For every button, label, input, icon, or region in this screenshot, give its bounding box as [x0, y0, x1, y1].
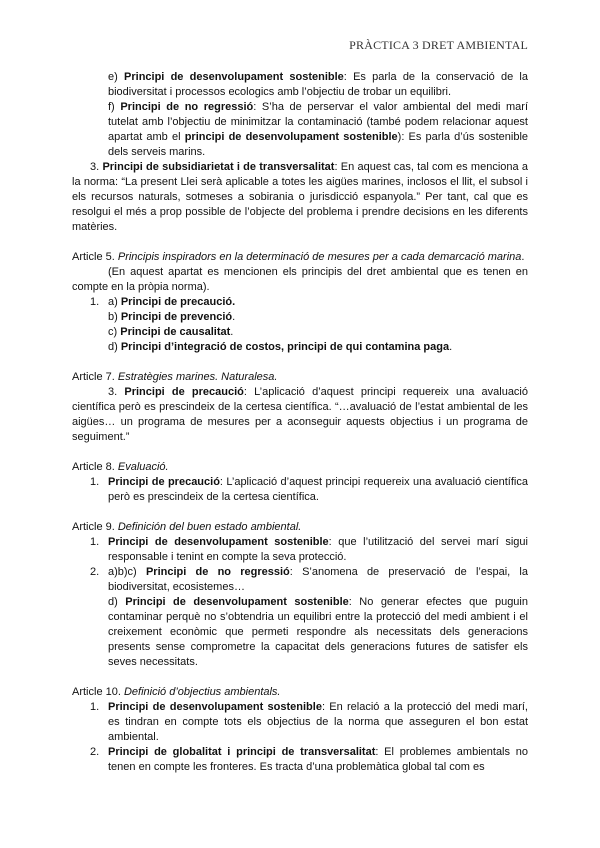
b-end: .	[232, 311, 236, 323]
article-5-suffix: .	[521, 251, 525, 263]
article-9-prefix: Article 9.	[72, 521, 118, 533]
article-5-title: Principis inspiradors en la determinació de mesures per a cada demarcació marina	[117, 251, 522, 263]
article-9-num-1: 1.	[90, 536, 100, 548]
item-e	[72, 70, 528, 100]
article-9-title: Definición del buen estado ambiental.	[117, 521, 302, 533]
c-label: c)	[108, 326, 121, 338]
article-9-text-1: : que l’utilització del servei marí sigui responsable i tenint en compte la seva protecció.	[108, 536, 528, 563]
article-8-bold: Principi de precaució	[108, 476, 220, 488]
article-9-item-1	[72, 535, 528, 565]
article-7-bold: Principi de precaució	[124, 386, 244, 398]
document-body	[72, 70, 528, 775]
item-f-label: f)	[108, 101, 121, 113]
a-bold: Principi de precaució.	[120, 296, 236, 308]
article-5-intro: (En aquest apartat es mencionen els principis del dret ambiental que es tenen en compte en la pròpia norma).	[72, 266, 528, 293]
article-7-item	[72, 385, 528, 445]
article-10-text-2: : El problemes ambientals no tenen en compte les fronteres. Es tracta d’una problemàtica global tal com es	[108, 746, 528, 773]
item-e-bold: Principi de desenvolupament sostenible	[124, 71, 344, 83]
article-10-text-1: : En relació a la protecció del medi marí, es tindran en compte tots els objectius de la norma que asseguren el bon estat ambiental.	[108, 701, 528, 743]
b-label: b)	[108, 311, 121, 323]
item-3-bold: Principi de subsidiarietat i de transversalitat	[102, 161, 335, 173]
article-10-num-1: 1.	[90, 701, 100, 713]
article-9-d-label: d)	[108, 596, 126, 608]
article-9-label-2: a)b)c)	[108, 566, 146, 578]
article-9-item-d	[72, 595, 528, 670]
d-bold: Principi d’integració de costos, principi de qui contamina paga	[120, 341, 450, 353]
article-10-item-2	[72, 745, 528, 775]
item-f-text2: ): Es parla d’ús sostenible dels serveis marins.	[108, 131, 529, 158]
article-7-prefix: Article 7.	[72, 371, 118, 383]
item-e-label: e)	[108, 71, 125, 83]
article-8-num: 1.	[90, 476, 100, 488]
page-header: PRÀCTICA 3 DRET AMBIENTAL	[349, 38, 528, 52]
item-3	[72, 160, 528, 235]
article-5-heading	[72, 250, 528, 265]
article-9-d-bold: Principi de desenvolupament sostenible	[125, 596, 349, 608]
item-e-text: : Es parla de la conservació de la biodiversitat i processos ecologics amb l’objectiu de trobar un equilibri.	[108, 71, 528, 98]
article-8-title: Evaluació.	[117, 461, 169, 473]
article-8-heading	[72, 460, 528, 475]
item-f-bold: Principi de no regressió	[120, 101, 254, 113]
article-10-num-2: 2.	[90, 746, 100, 758]
article-7-num: 3.	[108, 386, 125, 398]
article-7-heading	[72, 370, 528, 385]
article-9-heading	[72, 520, 528, 535]
article-5-prefix: Article 5.	[72, 251, 118, 263]
item-f	[72, 100, 528, 160]
article-7-text: : L’aplicació d’aquest principi requereix una avaluació científica però es prescindeix de la certesa científica. “…avaluació de l’estat ambiental de les aigües… un programa de mesures per a aconseguir aquests objectius i un programa de seguiment.”	[72, 386, 528, 443]
article-9-d-text: : No generar efectes que puguin contaminar perquè no s’obtendria un equilibri entre la protecció del medi ambient i el creixement econòmic que permeti respondre als necessitats dels generacions presents sense comprometre la capacitat dels generacions futures de satisfer els seves necessitats.	[108, 596, 528, 668]
article-10-prefix: Article 10.	[72, 686, 124, 698]
article-5-item-num: 1.	[90, 296, 100, 308]
article-7-title: Estratègies marines. Naturalesa.	[117, 371, 278, 383]
article-9-num-2: 2.	[90, 566, 100, 578]
item-f-text: : S’ha de perservar el valor ambiental del medi marí tutelat amb l’objectiu de minimitzar la contaminació (també podem relacionar aquest apartat amb el	[108, 101, 528, 143]
article-10-item-1	[72, 700, 528, 745]
article-10-bold-2: Principi de globalitat i principi de transversalitat	[108, 746, 376, 758]
article-10-title: Definició d’objectius ambientals.	[123, 686, 281, 698]
article-5-c	[108, 325, 528, 340]
article-8-prefix: Article 8.	[72, 461, 118, 473]
article-9-text-2: : S’anomena de preservació de l’espai, la biodiversitat, ecosistemes…	[108, 566, 528, 593]
c-bold: Principi de causalitat	[120, 326, 231, 338]
article-5-d	[108, 340, 528, 355]
article-9-bold-1: Principi de desenvolupament sostenible	[108, 536, 329, 548]
item-3-text: : En aquest cas, tal com es menciona a la norma: “La present Llei serà aplicable a totes les aigües marines, inclosos el llit, el subsol i els recursos naturals, sotmeses a sobirania o jurisdicció espanyola.” Per tant, cal que es resolgui el més a prop possible de l’objecte del problema i prendre decisions en les diferents matèries.	[72, 161, 528, 233]
article-5-a	[108, 295, 528, 310]
article-10-bold-1: Principi de desenvolupament sostenible	[108, 701, 322, 713]
article-5-item-1	[72, 295, 528, 355]
article-10-heading	[72, 685, 528, 700]
article-8-item-1	[72, 475, 528, 505]
article-9-bold-2: Principi de no regressió	[145, 566, 290, 578]
item-3-num: 3.	[90, 161, 100, 173]
d-label: d)	[108, 341, 121, 353]
article-5-b	[108, 310, 528, 325]
b-bold: Principi de prevenció	[120, 311, 233, 323]
article-8-text: : L’aplicació d’aquest principi requereix una avaluació científica però es prescindeix de la certesa científica.	[108, 476, 528, 503]
article-9-item-2	[72, 565, 528, 595]
d-end: .	[449, 341, 453, 353]
item-f-bold2: principi de desenvolupament sostenible	[184, 131, 398, 143]
a-label: a)	[108, 296, 121, 308]
c-end: .	[230, 326, 234, 338]
